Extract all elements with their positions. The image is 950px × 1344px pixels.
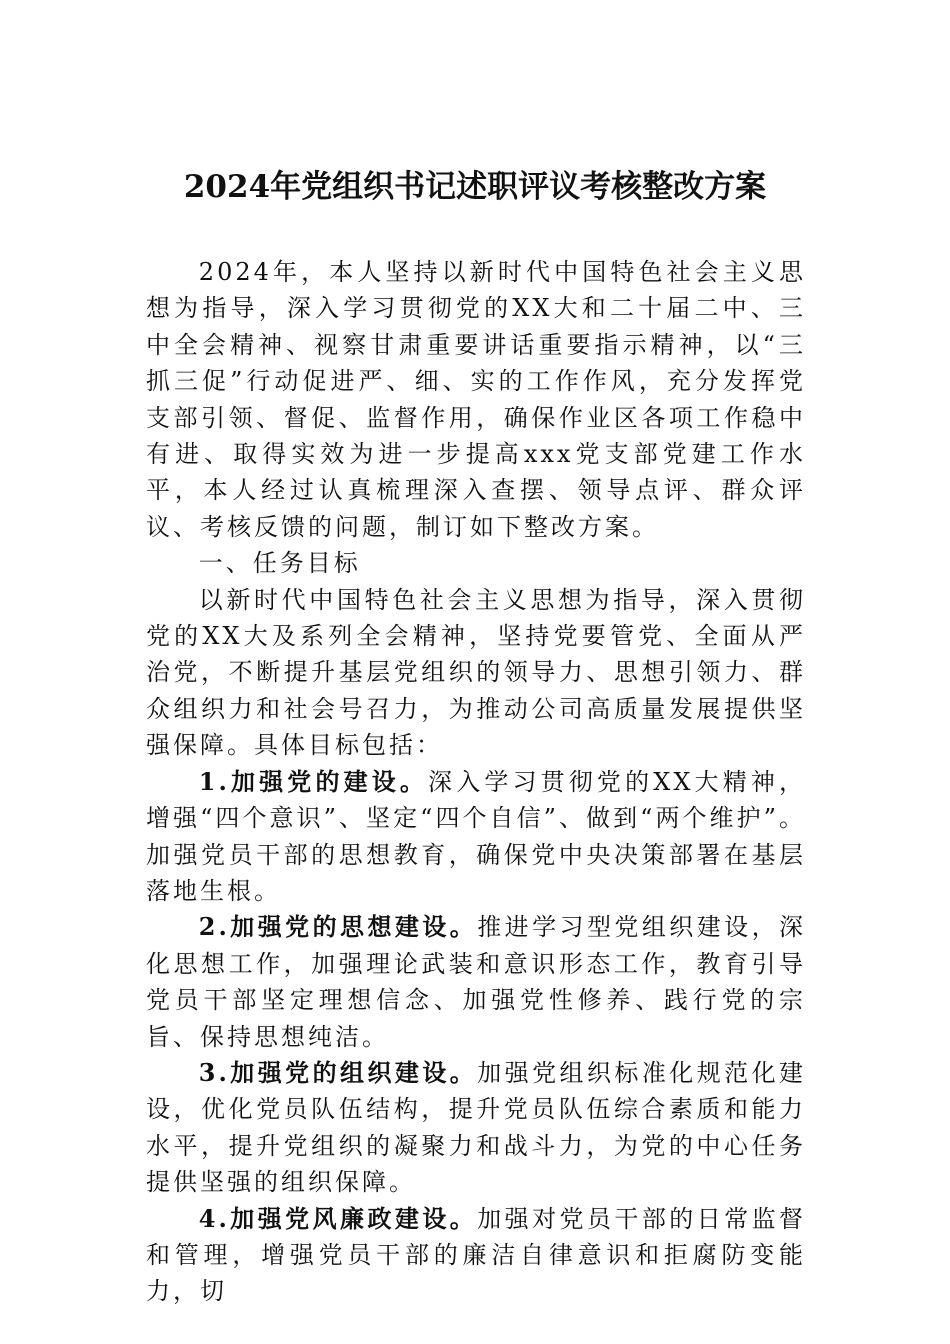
document-body [146, 254, 806, 1310]
section-paragraph: 以新时代中国特色社会主义思想为指导，深入贯彻党的XX大及系列全会精神，坚持党要管党、全面从严治党，不断提升基层党组织的领导力、思想引领力、群众组织力和社会号召力，为推动公司高质量发展提供坚强保障。具体目标包括： [146, 585, 806, 760]
document-title: 2024年党组织书记述职评议考核整改方案 [183, 169, 767, 205]
goal-item-3-text: 加强党组织标准化规范化建设，优化党员队伍结构，提升党员队伍综合素质和能力水平，提升党组织的凝聚力和战斗力，为党的中心任务提供坚强的组织保障。 [146, 1058, 807, 1197]
goal-item-1-lead: 1.加强党的建设。 [198, 766, 429, 796]
goal-item-1-text: 深入学习贯彻党的XX大精神，增强“四个意识”、坚定“四个自信”、做到“两个维护”。加强党员干部的思想教育，确保党中央决策部署在基层落地生根。 [146, 767, 806, 905]
goal-item-2 [146, 909, 806, 1055]
goal-item-3 [146, 1055, 806, 1201]
intro-paragraph: 2024年，本人坚持以新时代中国特色社会主义思想为指导，深入学习贯彻党的XX大和二十届二中、三中全会精神、视察甘肃重要讲话重要指示精神，以“三抓三促”行动促进严、细、实的工作作风，充分发挥党支部引领、督促、监督作用，确保作业区各项工作稳中有进、取得实效为进一步提高xxx党支部党建工作水平，本人经过认真梳理深入查摆、领导点评、群众评议、考核反馈的问题，制订如下整改方案。 [146, 258, 806, 541]
goal-item-4 [146, 1201, 806, 1310]
goal-item-4-text: 加强对党员干部的日常监督和管理，增强党员干部的廉洁自律意识和拒腐防变能力，切 [146, 1204, 807, 1306]
goal-item-3-lead: 3.加强党的组织建设。 [198, 1057, 478, 1087]
goal-item-2-lead: 2.加强党的思想建设。 [198, 912, 478, 942]
goal-item-1 [146, 764, 806, 910]
section-heading: 一、任务目标 [198, 549, 361, 578]
goal-item-4-lead: 4.加强党风廉政建设。 [198, 1203, 478, 1233]
goal-item-2-text: 推进学习型党组织建设，深化思想工作，加强理论武装和意识形态工作，教育引导党员干部坚定理想信念、加强党性修养、践行党的宗旨、保持思想纯洁。 [146, 913, 807, 1051]
